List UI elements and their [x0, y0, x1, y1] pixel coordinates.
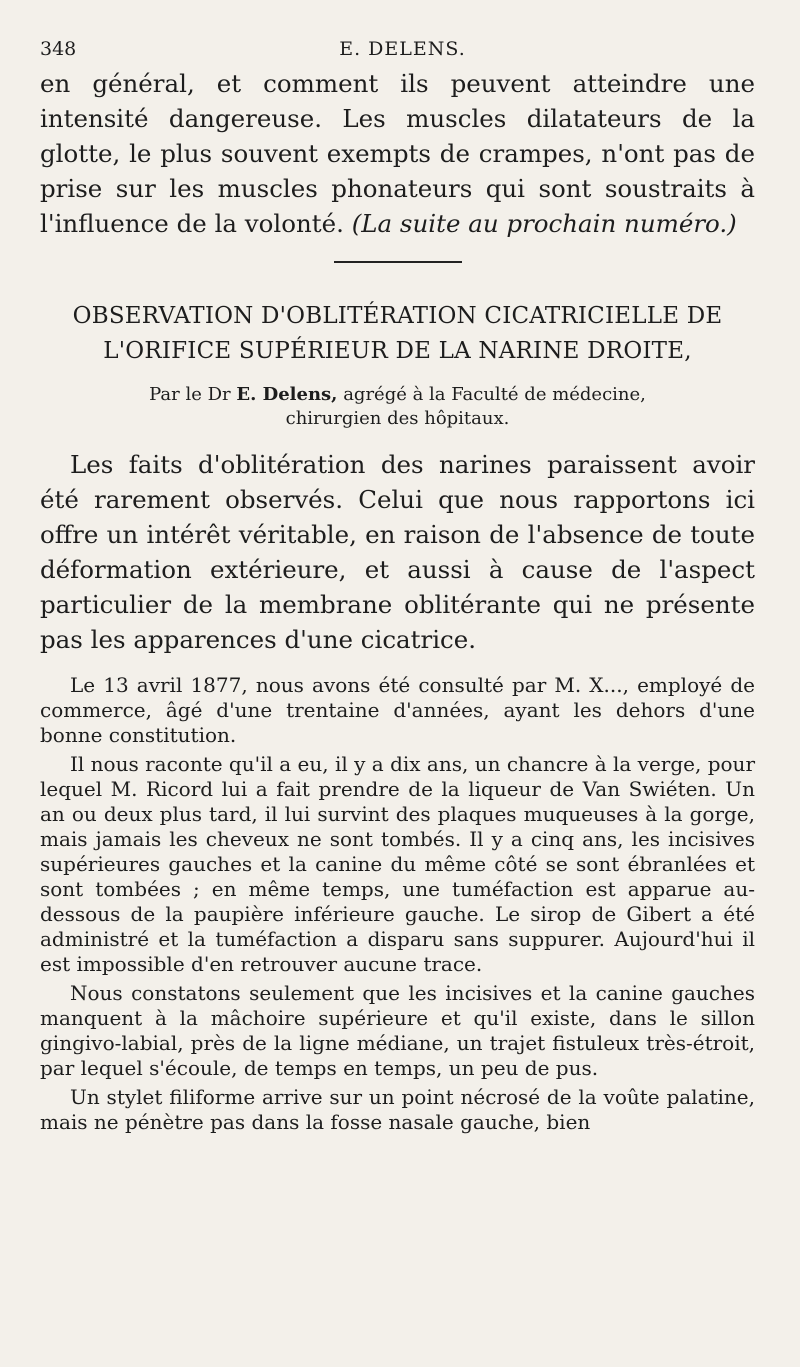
article-title: OBSERVATION D'OBLITÉRATION CICATRICIELLE DE L'ORIFICE SUPÉRIEUR DE LA NARINE DROITE,: [72, 303, 723, 364]
continuation-paragraph: [40, 66, 755, 241]
body-paragraph-3: Nous constatons seulement que les incisives et la canine gauches manquent à la mâchoire supérieure et qu'il existe, dans le sillon gingivo-labial, près de la ligne médiane, un trajet fistuleux très-étroit, par lequel s'écoule, de temps en temps, un peu de pus.: [40, 981, 755, 1080]
page-number: 348: [40, 38, 77, 60]
body-paragraph-2: Il nous raconte qu'il a eu, il y a dix ans, un chancre à la verge, pour lequel M. Ricord lui a fait prendre de la liqueur de Van Swiéten. Un an ou deux plus tard, il lui survint des plaques muqueuses à la gorge, mais jamais les cheveux ne sont tombés. Il y a cinq ans, les incisives supérieures gauches et la canine du même côté se sont ébranlées et sont tombées ; en même temps, une tuméfaction est apparue au-dessous de la paupière inférieure gauche. Le sirop de Gibert a été administré et la tuméfaction a disparu sans suppurer. Aujourd'hui il est impossible d'en retrouver aucune trace.: [40, 752, 755, 976]
intro-paragraph: Les faits d'oblitération des narines paraissent avoir été rarement observés. Celui que nous rapportons ici offre un intérêt véritable, en raison de l'absence de toute déformation extérieure, et aussi à cause de l'aspect particulier de la membrane oblitérante qui ne présente pas les apparences d'une cicatrice.: [40, 450, 755, 654]
body-paragraph-1: Le 13 avril 1877, nous avons été consulté par M. X..., employé de commerce, âgé d'une trentaine d'années, ayant les dehors d'une bonne constitution.: [40, 673, 755, 747]
running-header: [40, 34, 755, 66]
suite-note: (La suite au prochain numéro.): [351, 209, 737, 238]
byline: [40, 383, 755, 431]
continuation-text: en général, et comment ils peuvent atteindre une intensité dangereuse. Les muscles dilatateurs de la glotte, le plus souvent exempts de crampes, n'ont pas de prise sur les muscles phonateurs qui sont soustraits à l'influence de la volonté.: [40, 69, 755, 238]
byline-affiliation: agrégé à la Faculté de médecine,: [343, 384, 646, 405]
running-title: E. DELENS.: [339, 38, 466, 60]
byline-prefix: Par le Dr: [149, 384, 231, 405]
section-divider: [334, 261, 462, 263]
body-paragraph-4: Un stylet filiforme arrive sur un point nécrosé de la voûte palatine, mais ne pénètre pas dans la fosse nasale gauche, bien: [40, 1085, 755, 1134]
page: [40, 34, 755, 1135]
byline-affiliation-2: chirurgien des hôpitaux.: [285, 408, 510, 429]
author-name: E. Delens,: [236, 384, 338, 405]
